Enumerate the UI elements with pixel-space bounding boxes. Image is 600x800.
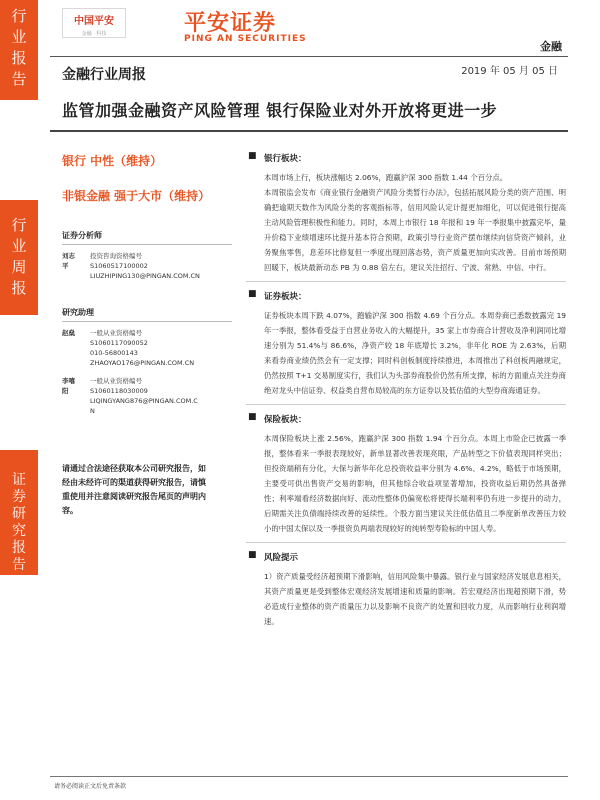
bullet-icon: ■ [248,289,257,299]
nonbank-rating: 非银金融 强于大市（维持） [62,189,211,203]
assistant-entry: 赵燊 一般从业资格编号 S1060117090052 010-56800143 ZHAOYAO176@PINGAN.COM.CN [62,329,195,367]
bank-rating: 银行 中性（维持） [62,154,163,168]
report-date: 2019 年 05 月 05 日 [461,66,558,77]
headline-divider [50,130,568,132]
section-heading-insurance: ■ 保险板块： [248,412,307,425]
analysts-heading: 证券分析师 [62,230,232,245]
analyst-entry: 刘志平 投资咨询资格编号 S1060517100002 LIUZHIPING130@PINGAN.COM.CN [62,252,200,280]
brand-name-en: PING AN SECURITIES [184,34,307,44]
header-divider [50,56,568,57]
section-divider [246,404,566,405]
report-type: 金融行业周报 [62,67,146,83]
bullet-icon: ■ [248,151,257,161]
brand-name: 平安证券 [184,11,277,36]
side-label-securities-research: 证 券 研 究 报 告 [0,450,38,575]
assistant-entry: 李嘻阳 一般从业资格编号 S1060118030009 LIQINGYANG876@PINGAN.COM.C N [62,377,198,415]
side-label-industry-report: 行 业 报 告 [0,0,38,100]
report-headline: 监管加强金融资产风险管理 银行保险业对外开放将更进一步 [62,101,498,120]
section-divider [246,542,566,543]
ping-an-group-logo: 中国平安 金融 · 科技 [62,8,126,38]
section-divider [246,281,566,282]
side-label-weekly: 行 业 周 报 [0,200,38,315]
section-paragraph: 证券板块本周下跌 4.07%，跑输沪深 300 指数 4.69 个百分点。本周券商已悉数披露完 19 年一季报，整体看受益于自营业务收入的大幅提升，35 家上市券商合计营收及净利润同比增速分别为 51.4%与 86.6%，净资产较 18 年底增长 3.2%，非年化 ROE 为 2.63%，后期来看券商业绩仍然会有一定支撑；同时科创板制度持续推进，本周推出了科创板两融规定，仍然按照 T+1 交易制度实行，我们认为头部券商股价仍然有所支撑，标的方面重点关注券商绝对龙头中信证券、权益类自营布局较高的东方证券以及低估值的大型券商海通证券。 [264,311,566,395]
section-paragraph: 本周市场上行，板块涨幅达 2.06%，跑赢沪深 300 指数 1.44 个百分点。 [264,173,508,182]
right-column [246,152,566,629]
footer-note: 请务必阅读正文后免责条款 [54,783,127,790]
section-paragraph: 1）资产质量受经济超预期下滑影响，信用风险集中暴露。银行业与国家经济发展息息相关，其资产质量更是受到整体宏观经济发展增速和质量的影响。若宏观经济出现超预期下滑，势必造成行业整体的资产质量压力以及影响不良资产的处置和回收力度，从而影响行业利润增速。 [264,572,566,626]
bullet-icon: ■ [248,550,257,560]
section-heading-risk: ■ 风险提示 [248,550,299,563]
disclaimer-note: 请通过合法途径获取本公司研究报告，如经由未经许可的渠道获得研究报告，请慎重使用并注意阅读研究报告尾页的声明内容。 [62,464,206,515]
section-paragraph: 本周银监会发布《商业银行金融资产风险分类暂行办法》，包括拓展风险分类的资产范围、明确把逾期天数作为风险分类的客观指标等，信用风险认定计提更加细化，可以促进银行提高主动风险管理积极性和能力。同时，本周上市银行 18 年报和 19 年一季报集中披露完毕，量升价稳下业绩增速环比提升基本符合预期，政策引导行业资产摆布继续向信贷资产倾斜，业务聚焦零售，息差环比修复但一季度出现回落态势，资产质量更加向实改善。目前市场预期回暖下，板块最新动态 PB 为 0.88 倍左右，建议关注招行、宁波、常熟、中信、中行。 [264,188,566,272]
assistants-heading: 研究助理 [62,307,232,322]
sector-label: 金融 [540,40,562,53]
left-column [62,148,232,416]
section-heading-securities: ■ 证券板块： [248,289,307,302]
bullet-icon: ■ [248,412,257,422]
section-heading-bank: ■ 银行板块： [248,151,307,164]
section-paragraph: 本周保险板块上涨 2.56%，跑赢沪深 300 指数 1.94 个百分点。本周上市险企已披露一季报，整体看来一季报表现较好，新单显著改善表现亮眼，产品转型之下价值表现同样突出；但投资端稍有分化，大保与新华年化总投资收益率分别为 4.6%、4.2%，略低于市场预期，主要受可供出售资产交易的影响，但其他综合收益项显著增加，投资收益后期仍然具备弹性；利率端看经济数据向好、流动性整体仍偏宽松将使得长端利率仍有进一步提升的动力，后期需关注负债端持续改善的延续性。个股方面当建议关注低估值且二季度新单改善压力较小的中国太保以及一季报资负两端表现较好的纯转型寿险标的中国人寿。 [264,434,566,533]
footer-divider [50,776,568,777]
